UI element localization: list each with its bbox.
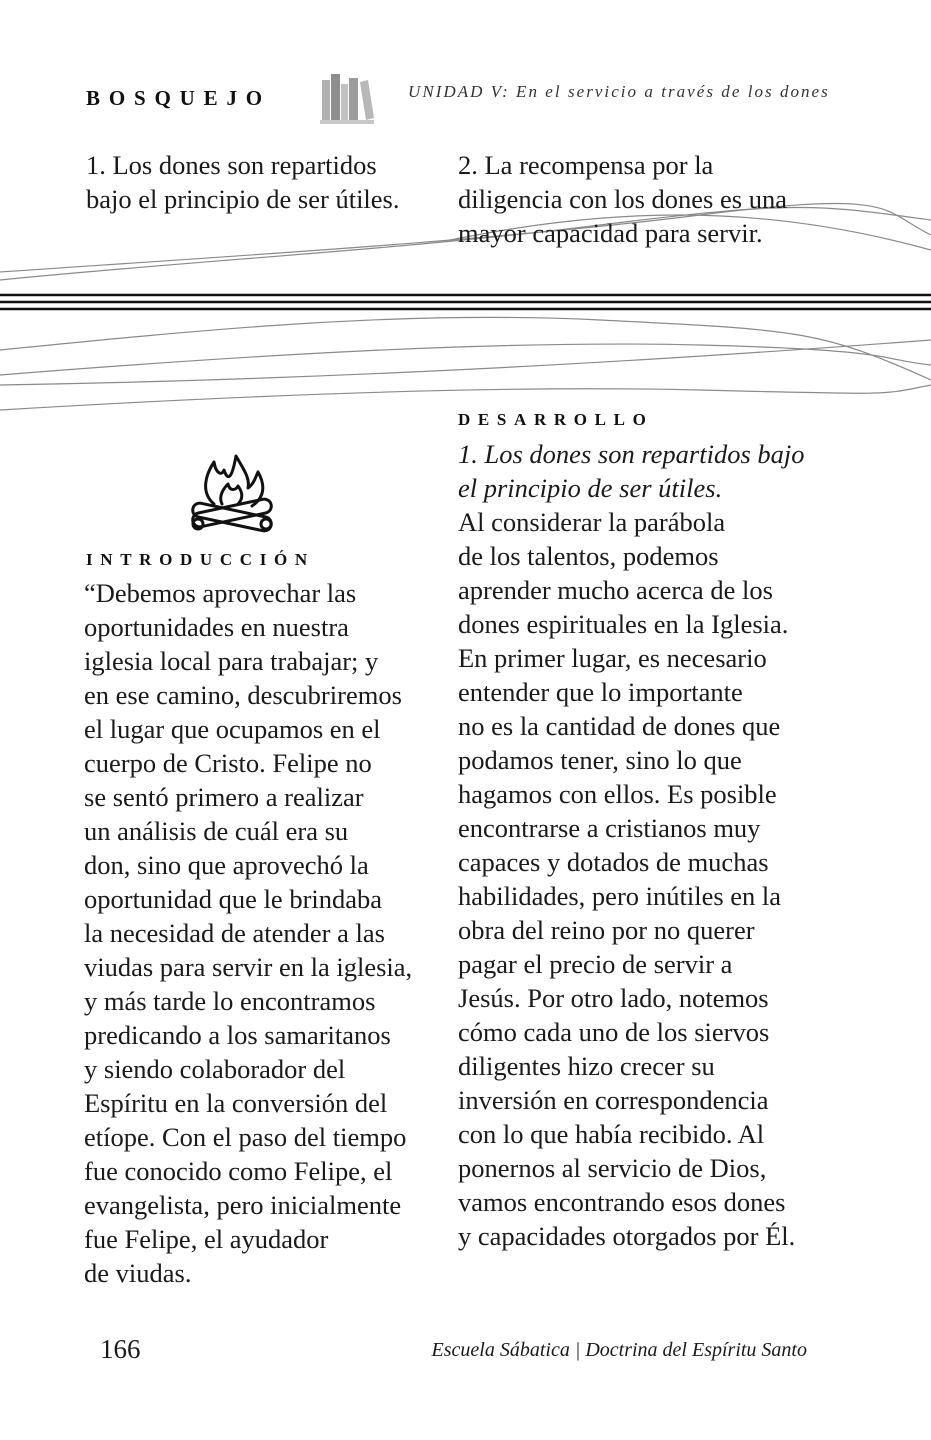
- introduction-text: “Debemos aprovechar las oportunidades en nuestra iglesia local para trabajar; y en ese camino, descubriremos el lugar que ocupamos en el cuerpo de Cristo. Felipe no se sentó primero a realizar un análisis de cuál era su don, sino que aprovechó la oportunidad que le brindaba la necesidad de atender a las viudas para servir en la iglesia, y más tarde lo encontramos predicando a los samaritanos y siendo colaborador del Espíritu en la conversión del etíope. Con el paso del tiempo fue conocido como Felipe, el evangelista, pero inicialmente fue Felipe, el ayudador de viudas.: [84, 578, 413, 1288]
- introduction-label: INTRODUCCIÓN: [86, 550, 315, 569]
- outline-point-2: 2. La recompensa por la diligencia con los dones es una mayor capacidad para servir.: [458, 150, 787, 248]
- book-title: Escuela Sábatica | Doctrina del Espíritu Santo: [431, 1339, 807, 1361]
- development-label: DESARROLLO: [458, 410, 654, 429]
- development-text: Al considerar la parábola de los talentos, podemos aprender mucho acerca de los dones espirituales en la Iglesia. En primer lugar, es necesario entender que lo importante no es la cantidad de dones que podamos tener, sino lo que hagamos con ellos. Es posible encontrarse a cristianos muy capaces y dotados de muchas habilidades, pero inútiles en la obra del reino por no querer pagar el precio de servir a Jesús. Por otro lado, notemos cómo cada uno de los siervos diligentes hizo crecer su inversión en correspondencia con lo que había recibido. Al ponernos al servicio de Dios, vamos encontrando esos dones y capacidades otorgados por Él.: [458, 507, 796, 1251]
- books-icon: [318, 72, 376, 126]
- campfire-icon: [184, 452, 280, 540]
- page-number: 166: [100, 1334, 141, 1364]
- development-subheading: 1. Los dones son repartidos bajo el principio de ser útiles.: [458, 439, 805, 503]
- section-label-bosquejo: BOSQUEJO: [86, 86, 271, 110]
- unit-title: UNIDAD V: En el servicio a través de los dones: [408, 82, 830, 101]
- outline-point-1: 1. Los dones son repartidos bajo el principio de ser útiles.: [86, 150, 400, 214]
